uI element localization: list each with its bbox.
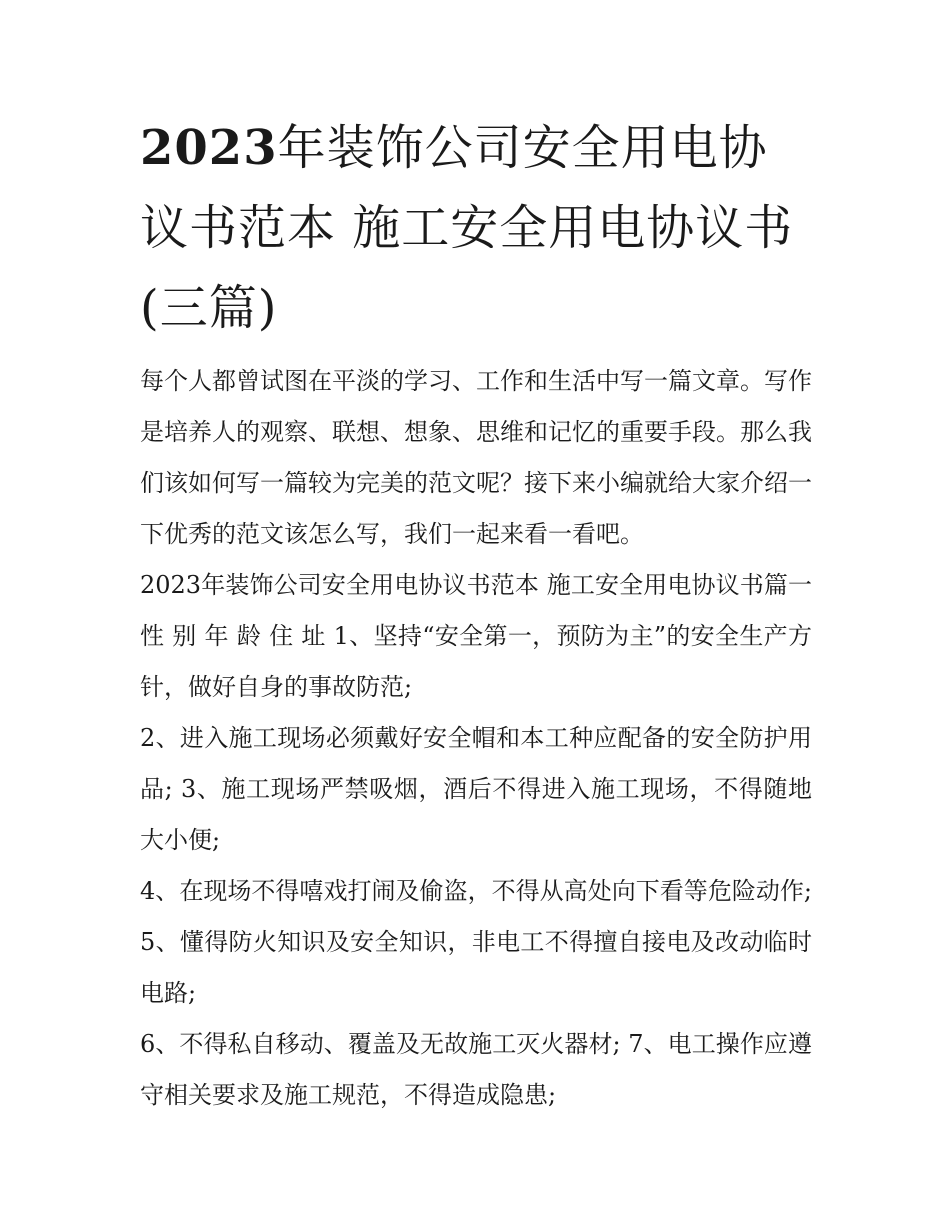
section-paragraph-2: 2、进入施工现场必须戴好安全帽和本工种应配备的安全防护用品; 3、施工现场严禁吸烟，酒后不得进入施工现场，不得随地大小便; <box>140 724 812 854</box>
title-text: 年装饰公司安全用电协议书范本 施工安全用电协议书(三篇) <box>140 120 794 336</box>
section-paragraph-4: 6、不得私自移动、覆盖及无故施工灭火器材; 7、电工操作应遵守相关要求及施工规范，不得造成隐患; <box>140 1030 812 1109</box>
intro-paragraph: 每个人都曾试图在平淡的学习、工作和生活中写一篇文章。写作是培养人的观察、联想、想象、思维和记忆的重要手段。那么我们该如何写一篇较为完美的范文呢？接下来小编就给大家介绍一下优秀的范文该怎么写，我们一起来看一看吧。 <box>140 367 812 548</box>
section-paragraph-1: 2023年装饰公司安全用电协议书范本 施工安全用电协议书篇一 性 别 年 龄 住 址 1、坚持“安全第一，预防为主”的安全生产方针，做好自身的事故防范; <box>140 571 812 701</box>
document-page <box>140 108 812 1121</box>
section-paragraph-3: 4、在现场不得嘻戏打闹及偷盗，不得从高处向下看等危险动作; 5、懂得防火知识及安全知识，非电工不得擅自接电及改动临时电路; <box>140 877 812 1007</box>
title-year: 2023 <box>140 120 278 176</box>
document-title <box>140 108 812 348</box>
